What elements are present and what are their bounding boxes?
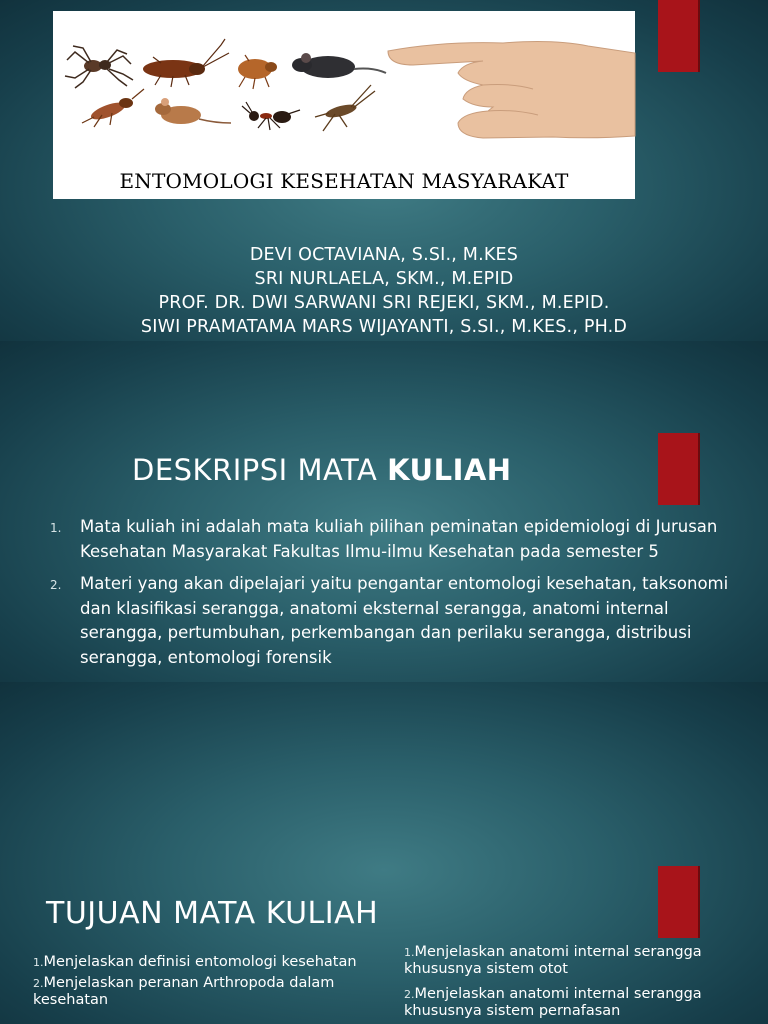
- cricket-icon: [315, 85, 375, 131]
- list-item: [50, 572, 740, 670]
- author-name: DEVI OCTAVIANA, S.SI., M.KES: [249, 245, 519, 265]
- objective-number: 1.: [33, 956, 44, 969]
- pointing-hand-icon: [388, 42, 635, 138]
- objective-number: 1.: [404, 946, 415, 959]
- heading-normal-text: DESKRIPSI MATA: [132, 453, 388, 487]
- author-name: PROF. DR. DWI SARWANI SRI REJEKI, SKM., M.EPID.: [158, 293, 610, 313]
- objective-text: Menjelaskan anatomi internal serangga khususnya sistem otot: [404, 944, 702, 977]
- objectives-left-column: [33, 954, 385, 1013]
- red-accent-tab: [658, 0, 700, 72]
- list-number: 1.: [50, 521, 62, 535]
- slide-heading: [132, 453, 512, 487]
- banner-title: ENTOMOLOGI KESEHATAN MASYARAKAT: [119, 169, 569, 193]
- objective-number: 2.: [404, 988, 415, 1001]
- spider-icon: [65, 46, 133, 88]
- title-banner: [53, 11, 635, 199]
- author-list: [0, 243, 768, 339]
- cockroach-icon: [143, 39, 229, 87]
- objective-text: Menjelaskan anatomi internal serangga khususnya sistem pernafasan: [404, 986, 702, 1019]
- description-slide: [0, 341, 768, 682]
- objective-text: Menjelaskan peranan Arthropoda dalam kesehatan: [33, 975, 335, 1008]
- objectives-right-column: [404, 944, 744, 1024]
- slide-heading: TUJUAN MATA KULIAH: [46, 896, 379, 931]
- bug-icon: [238, 55, 277, 89]
- red-accent-tab: [658, 866, 700, 938]
- title-slide: [0, 0, 768, 341]
- objective-text: Menjelaskan definisi entomologi kesehatan: [43, 954, 357, 970]
- list-text: Materi yang akan dipelajari yaitu pengantar entomologi kesehatan, taksonomi dan klasifikasi serangga, anatomi eksternal serangga, anatomi internal serangga, pertumbuhan, perkembangan dan perilaku serangga, distribusi serangga, entomologi forensik: [80, 574, 729, 667]
- list-text: Mata kuliah ini adalah mata kuliah pilihan peminatan epidemiologi di Jurusan Kesehatan Masyarakat Fakultas Ilmu-ilmu Kesehatan pada semester 5: [80, 517, 718, 561]
- objective-item: [33, 975, 385, 1009]
- mouse-icon: [292, 53, 386, 78]
- author-name: SIWI PRAMATAMA MARS WIJAYANTI, S.SI., M.KES., PH.D: [140, 317, 628, 337]
- list-number: 2.: [50, 578, 62, 592]
- objective-item: [404, 944, 744, 978]
- list-item: [50, 515, 740, 564]
- author-name: SRI NURLAELA, SKM., M.EPID: [254, 269, 514, 289]
- red-accent-tab: [658, 433, 700, 505]
- objectives-slide: [0, 682, 768, 1024]
- ant-icon: [242, 102, 300, 130]
- small-mouse-icon: [155, 98, 231, 124]
- objective-item: [404, 986, 744, 1020]
- heading-bold-text: KULIAH: [387, 453, 512, 487]
- objective-item: [33, 954, 385, 971]
- insects-and-hand-illustration: [53, 11, 635, 161]
- objective-number: 2.: [33, 977, 44, 990]
- termite-icon: [82, 89, 144, 127]
